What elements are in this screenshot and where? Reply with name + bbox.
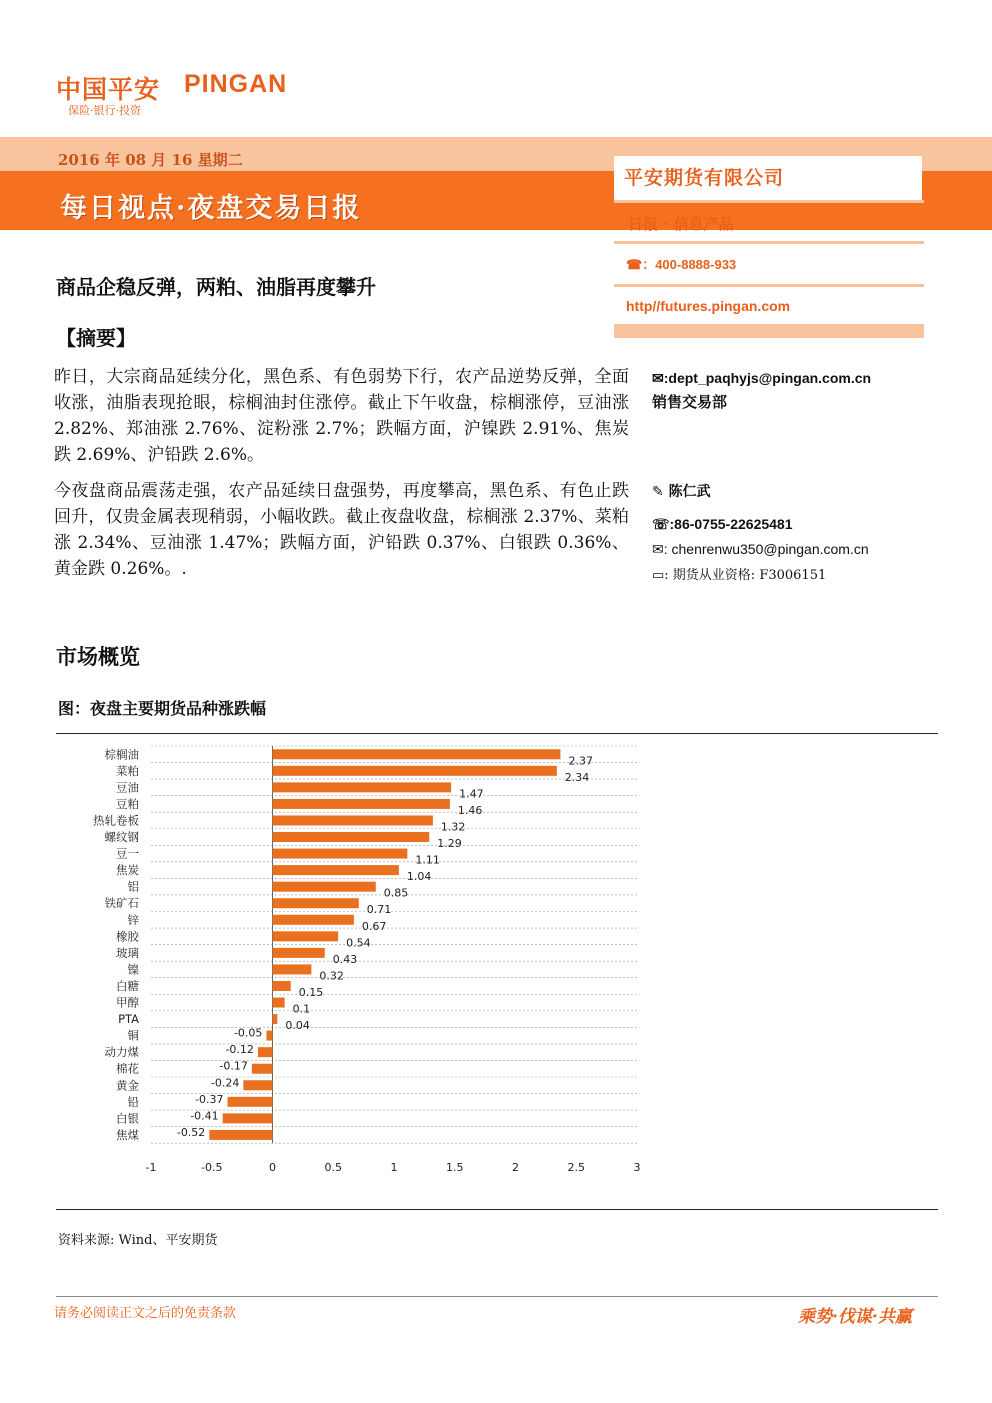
data-label: 0.04 <box>285 1019 310 1033</box>
category-label: PTA <box>118 1012 139 1027</box>
bar <box>273 882 376 892</box>
category-label: 豆粕 <box>116 796 139 811</box>
bar <box>273 998 285 1008</box>
x-tick-label: 1 <box>390 1161 398 1175</box>
qualification: ▭: 期货从业资格: F3006151 <box>652 568 827 583</box>
data-label: -0.37 <box>195 1092 224 1106</box>
author-email[interactable]: ✉: chenrenwu350@pingan.com.cn <box>652 541 869 557</box>
phone-icon: ☏ <box>652 516 670 532</box>
bar <box>273 915 354 925</box>
bar <box>273 815 433 825</box>
section-title: 市场概览 <box>56 644 140 669</box>
data-label: -0.05 <box>233 1026 263 1040</box>
bar <box>273 749 561 759</box>
company-name: 平安期货有限公司 <box>624 167 785 189</box>
author-phone: ☏:86-0755-22625481 <box>652 516 793 532</box>
hotline-number: 400-8888-933 <box>655 257 737 272</box>
bar <box>243 1080 272 1090</box>
divider <box>614 241 924 244</box>
data-label: 1.47 <box>459 787 484 801</box>
data-label: 2.37 <box>568 754 593 768</box>
footer-rule <box>56 1296 938 1297</box>
x-tick-label: 2 <box>512 1161 519 1175</box>
website-link[interactable]: http//futures.pingan.com <box>626 298 791 314</box>
mail-icon: ✉ <box>652 541 664 557</box>
bar <box>273 766 557 776</box>
category-label: 玻璃 <box>116 945 139 960</box>
figure-bottom-rule <box>56 1209 938 1210</box>
data-label: 0.43 <box>332 952 358 966</box>
x-tick-label: 3 <box>633 1161 641 1175</box>
figure-title: 图：夜盘主要期货品种涨跌幅 <box>58 699 267 718</box>
book-icon: ▭ <box>652 568 665 583</box>
data-label: 1.11 <box>415 853 440 867</box>
category-label: 黄金 <box>116 1078 139 1093</box>
category-label: 螺纹钢 <box>104 830 139 845</box>
report-type: 日报 · 信息产品 <box>628 215 734 233</box>
x-tick-label: 0 <box>269 1161 276 1175</box>
data-label: 0.1 <box>292 1002 311 1016</box>
bar <box>258 1047 273 1057</box>
data-label: -0.41 <box>190 1109 219 1123</box>
data-label: -0.12 <box>225 1043 254 1057</box>
bar <box>273 832 430 842</box>
category-label: 铜 <box>127 1028 139 1043</box>
mail-icon: ✉ <box>652 370 664 386</box>
x-tick-label: -0.5 <box>201 1161 223 1175</box>
slogan: 乘势·伐谋·共赢 <box>798 1307 912 1327</box>
category-label: 白糖 <box>116 978 139 993</box>
bar <box>273 799 450 809</box>
divider <box>614 200 924 203</box>
pen-icon: ✎ <box>652 484 669 500</box>
category-label: 焦炭 <box>116 863 139 878</box>
bar <box>209 1130 272 1140</box>
bar <box>273 981 291 991</box>
hotline <box>626 254 736 273</box>
bar <box>273 931 339 941</box>
category-label: 豆油 <box>116 780 139 795</box>
data-label: 2.34 <box>564 770 590 784</box>
bar <box>273 782 452 792</box>
logo-tagline: 保险·银行·投资 <box>68 104 141 117</box>
category-label: 棕榈油 <box>104 747 139 762</box>
category-label: 铁矿石 <box>104 896 139 911</box>
data-label: 1.46 <box>457 803 483 817</box>
bar <box>273 948 325 958</box>
bar <box>266 1031 272 1041</box>
category-label: 锌 <box>127 912 139 927</box>
x-tick-label: -1 <box>145 1161 157 1175</box>
category-label: 动力煤 <box>104 1045 139 1060</box>
category-label: 铝 <box>127 879 139 894</box>
data-label: 0.15 <box>298 985 324 999</box>
dept-name: 销售交易部 <box>652 393 728 411</box>
x-tick-label: 0.5 <box>324 1161 342 1175</box>
category-label: 甲醇 <box>116 995 139 1010</box>
bar <box>228 1097 273 1107</box>
data-label: -0.52 <box>176 1125 206 1139</box>
bar-chart <box>56 740 676 1180</box>
data-label: 0.71 <box>366 903 392 917</box>
bar <box>273 1014 278 1024</box>
data-label: 0.67 <box>361 919 387 933</box>
data-label: 1.04 <box>406 870 432 884</box>
category-label: 棉花 <box>116 1061 139 1076</box>
category-label: 镍 <box>127 962 139 977</box>
data-label: -0.17 <box>219 1059 248 1073</box>
data-label: 0.85 <box>383 886 409 900</box>
right-footer-bar <box>614 324 924 338</box>
bar <box>273 849 408 859</box>
abstract-label: 【摘要】 <box>56 326 136 350</box>
figure-top-rule <box>56 733 938 734</box>
bar <box>273 865 399 875</box>
category-label: 白银 <box>116 1111 139 1126</box>
x-tick-label: 2.5 <box>567 1161 585 1175</box>
dept-email[interactable]: ✉:dept_paqhyjs@pingan.com.cn <box>652 370 872 386</box>
category-label: 热轧卷板 <box>93 813 139 828</box>
report-date: 2016 年 08 月 16 星期二 <box>58 151 243 169</box>
bar <box>223 1113 273 1123</box>
banner-title: 每日视点·夜盘交易日报 <box>60 193 362 224</box>
author: ✎ 陈仁武 <box>652 484 711 500</box>
data-label: 0.32 <box>319 969 344 983</box>
divider <box>614 284 924 287</box>
data-label: 0.54 <box>346 936 371 950</box>
data-label: 1.32 <box>440 820 466 834</box>
disclaimer-link[interactable]: 请务必阅读正文之后的免责条款 <box>54 1306 237 1321</box>
category-label: 菜粕 <box>116 763 139 778</box>
logo-chinese: 中国平安 <box>56 75 161 104</box>
category-label: 豆一 <box>116 846 139 861</box>
bar <box>273 898 359 908</box>
abstract-paragraph-1: 昨日，大宗商品延续分化，黑色系、有色弱势下行，农产品逆势反弹，全面收涨，油脂表现抢眼，棕榈油封住涨停。截止下午收盘，棕榈涨停，豆油涨 2.82%、郑油涨 2.76%、淀粉涨 2.7%；跌幅方面，沪镍跌 2.91%、焦炭跌 2.69%、沪铅跌 2.6%。 <box>54 367 629 465</box>
x-tick-label: 1.5 <box>446 1161 464 1175</box>
bar <box>273 964 312 974</box>
category-label: 橡胶 <box>116 929 139 944</box>
category-label: 焦煤 <box>116 1127 139 1142</box>
bar <box>252 1064 273 1074</box>
category-label: 铅 <box>127 1094 139 1109</box>
abstract-paragraph-2: 今夜盘商品震荡走强，农产品延续日盘强势，再度攀高，黑色系、有色止跌回升，仅贵金属表现稍弱，小幅收跌。截止夜盘收盘，棕榈涨 2.37%、菜粕涨 2.34%、豆油涨 1.47%；跌幅方面，沪铅跌 0.37%、白银跌 0.36%、黄金跌 0.26%。. <box>54 481 629 579</box>
data-label: 1.29 <box>437 837 462 851</box>
headline: 商品企稳反弹，两粕、油脂再度攀升 <box>56 275 376 299</box>
data-label: -0.24 <box>210 1076 240 1090</box>
phone-icon: ☎： <box>626 257 656 272</box>
logo-english: PINGAN <box>184 70 288 98</box>
figure-source: 资料来源: Wind、平安期货 <box>58 1233 218 1248</box>
